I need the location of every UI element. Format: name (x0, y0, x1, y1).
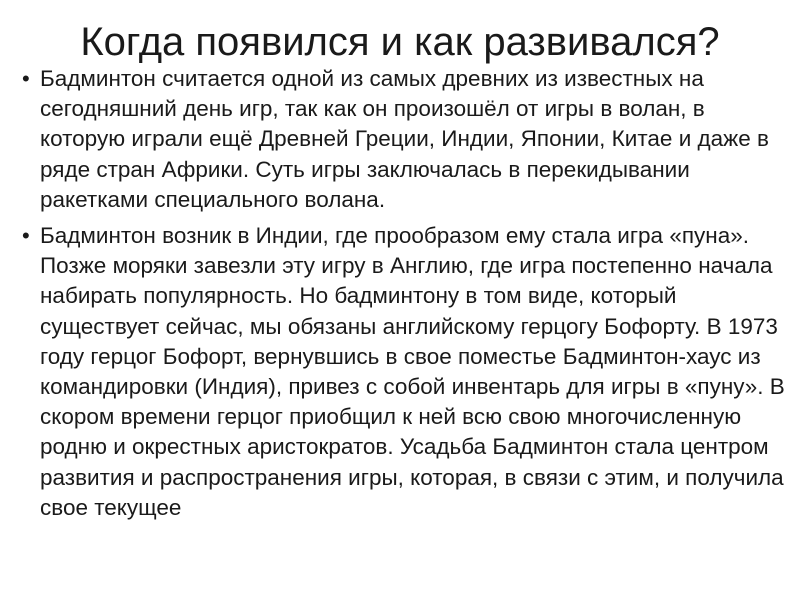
bullet-item (22, 64, 792, 215)
bullet-marker: • (22, 66, 30, 91)
bullet-marker: • (22, 223, 30, 249)
bullet-text: Бадминтон возник в Индии, где прообразом ему стала игра «пуна». Позже моряки завезли эту игру в Англию, где игра постепенно начала набирать популярность. Но бадминтону в том виде, который существует сейчас, мы обязаны английскому герцогу Бофорту. В 1973 году герцог Бофорт, вернувшись в свое поместье Бадминтон-хаус из командировки (Индия), привез с собой инвентарь для игры в «пуну». В скором времени герцог приобщил к ней всю свою многочисленную родню и окрестных аристократов. Усадьба Бадминтон стала центром развития и распространения игры, которая, в связи с этим, и получила свое текущее (40, 223, 785, 520)
bullet-list (22, 64, 792, 529)
slide-title: Когда появился и как развивался? (80, 20, 720, 64)
bullet-item (22, 221, 792, 523)
bullet-text: Бадминтон считается одной из самых древних из известных на сегодняшний день игр, так как он произошёл от игры в волан, в которую играли ещё Древней Греции, Индии, Японии, Китае и даже в ряде стран Африки. Суть игры заключалась в перекидывании ракетками специального волана. (40, 66, 769, 212)
